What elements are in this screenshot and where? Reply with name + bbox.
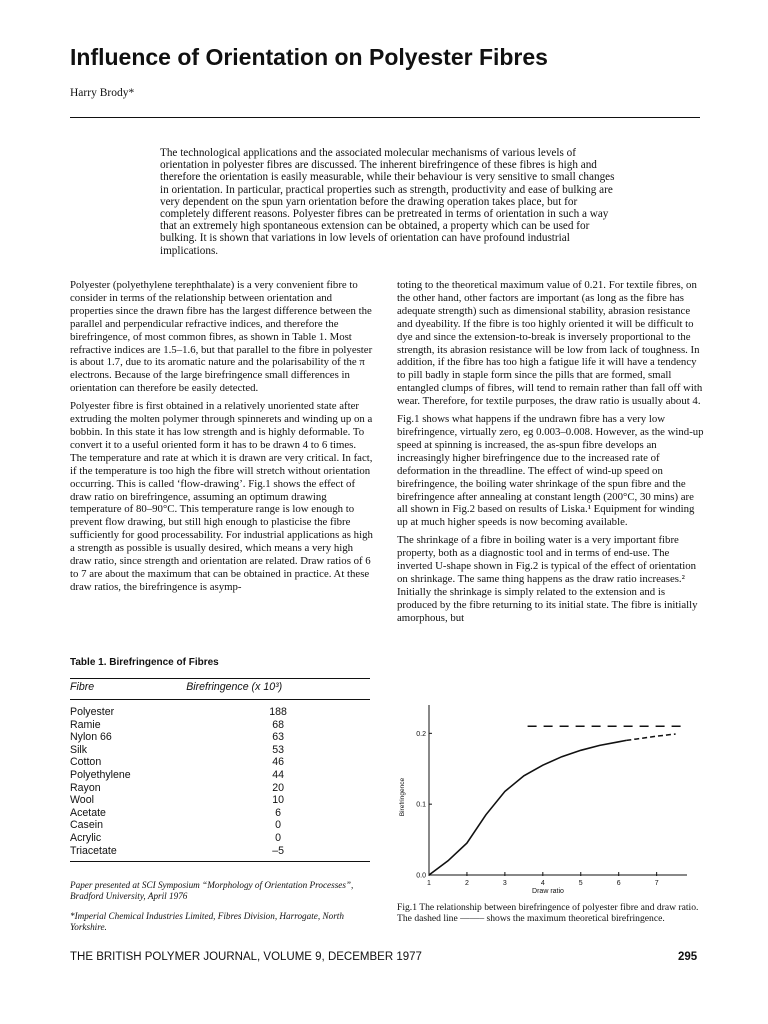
y-tick-label: 0.1 <box>416 801 426 809</box>
table-row <box>70 807 370 820</box>
birefringence-value: 6 <box>275 806 282 819</box>
birefringence-value: 68 <box>272 718 284 731</box>
birefringence-value: 53 <box>272 743 284 756</box>
figure-1-chart <box>392 695 712 895</box>
birefringence-value: –5 <box>186 845 370 862</box>
table-row <box>70 782 370 795</box>
paragraph: Fig.1 shows what happens if the undrawn fibre has a very low birefringence, virtually zero, eg 0.003–0.008. However, as the wind-up speed at spinning is increased, the as-spun fibre develops an increasingly higher birefringence due to the increased rate of deformation in the threadline. The effect of wind-up speed on birefringence, the boiling water shrinkage of the spun fibre and the birefringence after annealing at constant length (200°C, 30 mins) are all shown in Fig.2 based on results of Liska.¹ Equipment for winding up at much higher speeds is now becoming available. <box>397 413 704 529</box>
fibre-name: Nylon 66 <box>70 731 112 744</box>
fibre-name: Rayon <box>70 781 101 794</box>
y-tick-label: 0.2 <box>416 730 426 738</box>
y-axis-label: Birefringence <box>399 777 406 817</box>
x-tick-label: 2 <box>464 880 469 887</box>
left-column <box>70 279 375 599</box>
birefringence-value: 188 <box>269 706 287 718</box>
paragraph: Polyester fibre is first obtained in a relatively unoriented state after extruding the molten polymer through spinnerets and winding up on a bobbin. In this state it has low strength and is highly deformable. To convert it to a useful oriented form it has to be drawn 4 to 6 times. The temperature and rate at which it is drawn are very critical. In fact, if the temperature is too high the fibre will stretch without orientation occurring. This is called ‘flow-drawing’. Fig.1 shows the effect of draw ratio on birefringence, assuming an optimum drawing temperature of 80–90°C. This temperature range is low enough to prevent flow drawing, but still high enough to plasticise the fibre sufficiently for good processability. For industrial applications as high a strength as possible is usually desired, which means a very high draw ratio, since strength and orientation are related. Draw ratios of 6 to 7 are about the maximum that can be obtained in practice. At these draw ratios, the birefringence is asymp- <box>70 400 373 593</box>
table-row <box>70 719 370 732</box>
table-header-fibre: Fibre <box>70 679 186 700</box>
fibre-name: Cotton <box>70 756 102 769</box>
divider <box>70 117 700 118</box>
table-row <box>70 756 370 769</box>
paragraph: toting to the theoretical maximum value of 0.21. For textile fibres, on the other hand, other factors are important (as long as the fibre has adequate strength) such as dimensional stability, abrasion resistance and dyeability. If the fibre is too highly oriented it will be difficult to dye and since the extension-to-break is inversely proportional to the strength, its abrasion resistance will be low from lack of toughness. In addition, if the fibre has too high a fatigue life it will have a tendency to pill badly in staple form since the pills that are formed, small entangled clumps of fibres, will tend to remain rather than fall off with wear. Therefore, for textile purposes, the draw ratio is usually about 4. <box>397 279 703 408</box>
fibre-name: Casein <box>70 819 103 832</box>
table-header-birefringence: Birefringence (x 10³) <box>186 679 370 700</box>
birefringence-value: 0 <box>275 819 282 832</box>
birefringence-value: 44 <box>272 768 284 781</box>
table-row <box>70 700 370 719</box>
x-tick-label: 5 <box>578 880 583 887</box>
table-row <box>70 794 370 807</box>
paragraph: Polyester (polyethylene terephthalate) is a very convenient fibre to consider in terms of the relationship between orientation and properties since the drawn fibre has the largest difference between the parallel and perpendicular refractive indices, and therefore the birefringence, of most common fibres, as shown in Table 1. Most refractive indices are 1.5–1.6, but that parallel to the fibre in polyester is about 1.7, due to its aromatic nature and the polarisability of the π electrons. Because of the large birefringence small differences in orientation can therefore be easily detected. <box>70 279 373 395</box>
birefringence-value: 0 <box>275 831 282 844</box>
article-title: Influence of Orientation on Polyester Fibres <box>70 44 548 70</box>
x-tick-label: 1 <box>427 880 431 887</box>
fibre-name: Acetate <box>70 806 106 819</box>
table-row <box>70 832 370 845</box>
paragraph: The shrinkage of a fibre in boiling water is a very important fibre property, both as a diagnostic tool and in terms of end-use. The inverted U-shape shown in Fig.2 is typical of the effect of orientation on shrinkage. The same thing happens as the draw ratio increases.² Initially the shrinkage is simply related to the extension and is produced by the fibre returning to its initial state. The fibre is initially amorphous, but <box>397 534 698 624</box>
table-title: Table 1. Birefringence of Fibres <box>70 657 219 668</box>
birefringence-value: 63 <box>272 731 284 744</box>
fibre-name: Polyethylene <box>70 768 131 781</box>
birefringence-value: 20 <box>272 781 284 794</box>
abstract: The technological applications and the associated molecular mechanisms of various levels of orientation in polyester fibres are discussed. The inherent birefringence of these fibres is high and therefore the orientation is easily measurable, while their behaviour is very sensitive to small changes in orientation. In particular, practical properties such as strength, productivity and ease of bulking are very dependent on the spun yarn orientation before the drawing operation takes place, but for completely different reasons. Polyester fibres can be pretreated in terms of orientation in such a way that an extremely high spontaneous extension can be obtained, a property which can be used for bulking. It is shown that variations in low levels of orientation can have profound industrial implications. <box>160 147 615 257</box>
fibre-name: Wool <box>70 794 94 807</box>
table-row <box>70 731 370 744</box>
table-row <box>70 769 370 782</box>
series-line-extrapolation <box>626 734 675 740</box>
x-tick-label: 6 <box>616 880 621 887</box>
right-column <box>397 279 707 630</box>
footnote-affiliation: *Imperial Chemical Industries Limited, Fibres Division, Harrogate, North Yorkshire. <box>70 911 344 932</box>
x-axis-label: Draw ratio <box>532 888 564 895</box>
footnote-presented: Paper presented at SCI Symposium “Morphology of Orientation Processes”, Bradford University, April 1976 <box>70 880 354 901</box>
fibre-name: Polyester <box>70 706 115 718</box>
fibre-name: Triacetate <box>70 845 186 862</box>
x-tick-label: 4 <box>540 880 545 887</box>
series-line-birefringence <box>429 740 626 875</box>
birefringence-value: 46 <box>272 756 284 769</box>
birefringence-table <box>70 678 370 862</box>
fibre-name: Ramie <box>70 718 101 731</box>
fibre-name: Acrylic <box>70 831 102 844</box>
page-number: 295 <box>678 951 698 963</box>
birefringence-value: 10 <box>272 794 284 807</box>
figure-caption: Fig.1 The relationship between birefringence of polyester fibre and draw ratio. The dashed line ––––– shows the maximum theoretical birefringence. <box>397 902 699 924</box>
y-tick-label: 0.0 <box>416 872 426 880</box>
table-row <box>70 819 370 832</box>
journal-footer: THE BRITISH POLYMER JOURNAL, VOLUME 9, DECEMBER 1977 <box>70 951 422 963</box>
author: Harry Brody* <box>70 87 135 99</box>
table-row <box>70 845 370 862</box>
x-tick-label: 3 <box>502 880 507 887</box>
fibre-name: Silk <box>70 743 88 756</box>
table-row <box>70 744 370 757</box>
x-tick-label: 7 <box>654 880 659 887</box>
